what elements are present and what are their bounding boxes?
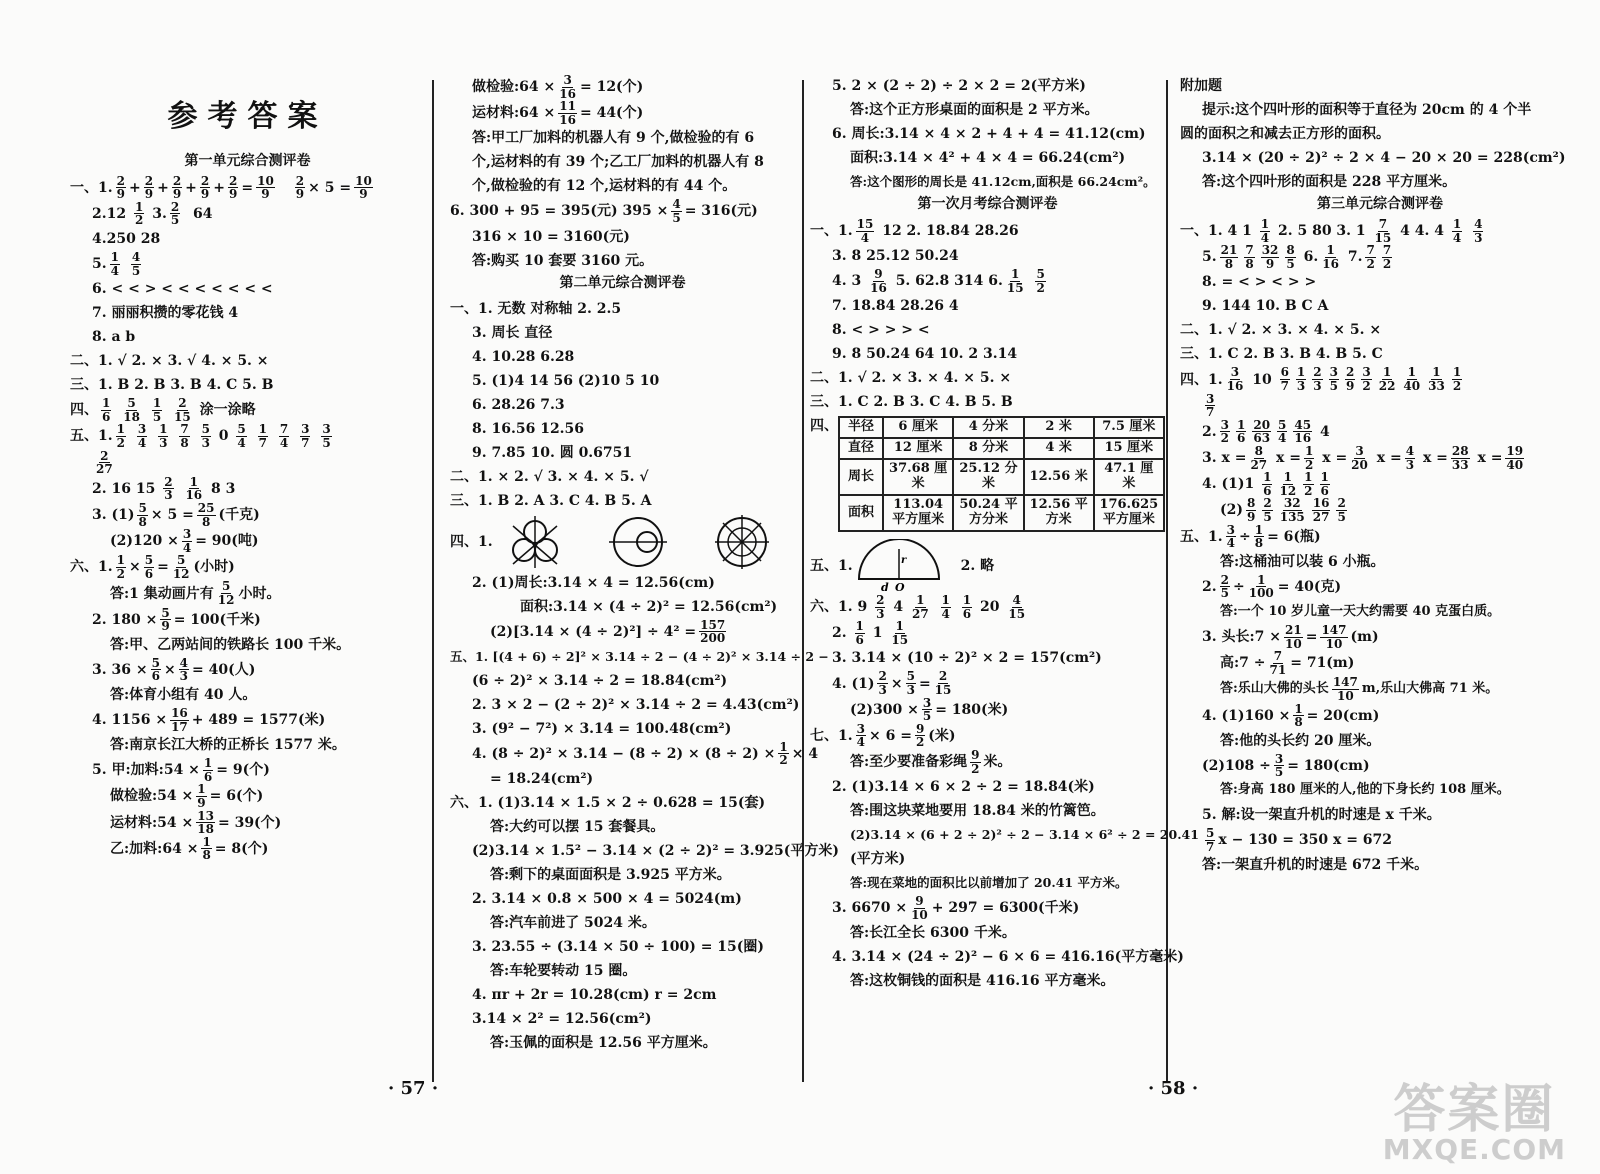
answer-line: 高:7 ÷ $\frac{7}{71}$ = 71(m) (1220, 649, 1355, 677)
answer-line: (2)108 ÷ $\frac{3}{5}$ = 180(cm) (1202, 751, 1370, 780)
answer-line: 圆的面积之和减去正方形的面积。 (1180, 125, 1390, 142)
answer-line: 2. (1)3.14 × 6 × 2 ÷ 2 = 18.84(米) (832, 779, 1095, 796)
semicircle-figure (853, 539, 945, 593)
table-row (839, 417, 1164, 438)
answer-line: 三、1. B 2. A 3. C 4. B 5. A (450, 492, 652, 509)
answer-line: 5. 2 × (2 ÷ 2) ÷ 2 × 2 = 2(平方米) (832, 77, 1086, 94)
answer-line: 5. $\frac{1}{4}$ $\frac{4}{5}$ (92, 249, 141, 278)
answer-label: 四、 (810, 418, 838, 435)
table-row (839, 438, 1164, 459)
answer-line: 3. 3.14 × (10 ÷ 2)² × 2 = 157(cm²) (832, 650, 1102, 667)
answer-line: 答:现在菜地的面积比以前增加了 20.41 平方米。 (850, 875, 1128, 891)
answer-line: 5. 甲:加料:54 × $\frac{1}{6}$ = 9(个) (92, 756, 270, 784)
answer-line: 8. a b (92, 329, 136, 346)
answer-line: 答:大约可以摆 15 套餐具。 (490, 818, 665, 835)
answer-line: 答:乐山大佛的头长 $\frac{147}{10}$ m,乐山大佛高 71 米。 (1220, 675, 1499, 703)
answer-line: 答:汽车前进了 5024 米。 (490, 914, 656, 931)
answer-line: 答:他的头长约 20 厘米。 (1220, 732, 1381, 749)
answer-line: 答:这桶油可以装 6 小瓶。 (1220, 553, 1385, 570)
answer-line: 面积:3.14 × (4 ÷ 2)² = 12.56(cm²) (520, 598, 778, 615)
answer-line: 答:围这块菜地要用 18.84 米的竹篱笆。 (850, 803, 1105, 820)
answer-line: 5. 解:设一架直升机的时速是 x 千米。 (1202, 806, 1441, 823)
answer-line: 运材料:64 × $\frac{11}{16}$ = 44(个) (472, 99, 644, 127)
answer-line: 3. x = $\frac{8}{27}$ x = $\frac{1}{2}$ x = $\frac{3}{20}$ x = $\frac{4}{3}$ x = $\frac{28}{33}$ x = $\frac{19}{40}$ (1202, 444, 1524, 472)
answer-line: 答:车轮要转动 15 圈。 (490, 962, 637, 979)
answer-line: 4. (1)160 × $\frac{1}{8}$ = 20(cm) (1202, 701, 1380, 730)
table-cell: 12.56 平方米 (1024, 495, 1094, 531)
answer-line: (平方米) (850, 851, 906, 868)
answer-line: 3. (9² − 7²) × 3.14 = 100.48(cm²) (472, 720, 732, 737)
answer-line: 2. 180 × $\frac{5}{9}$ = 100(千米) (92, 605, 261, 634)
answer-line: 面积:3.14 × 4² + 4 × 4 = 66.24(cm²) (850, 149, 1126, 166)
answer-line: $\frac{2}{27}$ (96, 448, 113, 477)
answer-line: 答:身高 180 厘米的人,他的下身长约 108 厘米。 (1220, 782, 1510, 798)
answer-line: 答:体育小组有 40 人。 (110, 686, 257, 703)
answer-line: 附加题 (1180, 77, 1222, 94)
table-row (839, 495, 1164, 531)
answer-line: 4. 10.28 6.28 (472, 348, 575, 365)
answer-line: 四、1. $\frac{3}{16}$ 10 $\frac{6}{7}$ $\frac{1}{3}$ $\frac{2}{3}$ $\frac{3}{5}$ $\frac{2}{9}$ $\frac{3}{2}$ $\frac{1}{22}$ $\frac{1}{40}$ $\frac{1}{33}$ $\frac{1}{2}$ (1180, 365, 1462, 394)
circle-figure (607, 514, 669, 570)
table-cell: 25.12 分米 (953, 459, 1023, 495)
answer-line: 5. $\frac{21}{8}$ $\frac{7}{8}$ $\frac{32}{9}$ $\frac{8}{5}$ 6. $\frac{1}{16}$ 7. $\frac{7}{2}$ $\frac{7}{2}$ (1202, 243, 1392, 271)
answer-line: 答:长江全长 6300 千米。 (850, 925, 1016, 942)
answer-line: 3. (1) $\frac{5}{8}$ × 5 = $\frac{25}{8}$ (千克) (92, 500, 260, 529)
answer-line: (2)120 × $\frac{3}{4}$ = 90(吨) (110, 527, 259, 555)
page-number-left: · 57 · (388, 1078, 439, 1099)
answer-line: 答:这个图形的周长是 41.12cm,面积是 66.24cm²。 (850, 173, 1156, 189)
diameter-label: d (880, 581, 889, 594)
watermark-text: 答案圈 (1393, 1080, 1556, 1140)
answer-line: 4. 3.14 × (24 ÷ 2)² − 6 × 6 = 416.16(平方毫米) (832, 949, 1184, 966)
table-cell: 半径 (839, 417, 883, 438)
answer-line: 8. = < > < > > (1202, 274, 1317, 291)
answer-line: 9. 7.85 10. 圆 0.6751 (472, 444, 633, 461)
answer-line: 答:南京长江大桥的正桥长 1577 米。 (110, 737, 346, 754)
table-cell: 8 分米 (953, 438, 1023, 459)
table-cell: 15 厘米 (1094, 438, 1164, 459)
table-cell: 面积 (839, 495, 883, 531)
column-3 (810, 74, 1199, 993)
answer-line: 3. 36 × $\frac{5}{6}$ × $\frac{4}{3}$ = 40(人) (92, 655, 256, 684)
answer-line: 三、1. C 2. B 3. C 4. B 5. B (810, 394, 1013, 411)
answer-line: 二、1. √ 2. × 3. × 4. × 5. × (810, 370, 1012, 387)
page-number-right: · 58 · (1148, 1078, 1199, 1099)
answer-line: 五、1. r d O 2. 略 (810, 538, 1165, 594)
answer-line: 2.12 $\frac{1}{2}$ 3. $\frac{2}{5}$ 64 (92, 199, 213, 228)
answer-line: 答:这个四叶形的面积是 228 平方厘米。 (1202, 173, 1457, 190)
answer-line: $\frac{5}{7}$ x − 130 = 350 x = 672 (1206, 825, 1393, 854)
circle-table-block (810, 414, 1165, 538)
answer-line: 3. 8 25.12 50.24 (832, 248, 959, 265)
answer-line: 7. 丽丽积攒的零花钱 4 (92, 305, 239, 322)
answer-line: = 18.24(cm²) (490, 770, 594, 787)
answer-line: 五、1. $\frac{3}{4}$ ÷ $\frac{1}{8}$ = 6(瓶) (1180, 522, 1321, 551)
table-cell: 12 厘米 (883, 438, 953, 459)
answer-line: (6 ÷ 2)² × 3.14 ÷ 2 = 18.84(cm²) (472, 672, 728, 689)
answer-line: 8. 16.56 12.56 (472, 420, 585, 437)
answer-line: 五、1. $\frac{1}{2}$ $\frac{3}{4}$ $\frac{1}{3}$ $\frac{7}{8}$ $\frac{5}{3}$ 0 $\frac{5}{4}$ $\frac{1}{7}$ $\frac{7}{4}$ $\frac{3}{7}$ $\frac{3}{5}$ (70, 422, 331, 450)
answer-line: (2) $\frac{8}{9}$ $\frac{2}{5}$ $\frac{32}{135}$ $\frac{16}{27}$ $\frac{2}{5}$ (1220, 496, 1346, 524)
table-cell: 4 米 (1024, 438, 1094, 459)
answer-line: 二、1. √ 2. × 3. √ 4. × 5. × (70, 353, 269, 370)
table-cell: 6 厘米 (883, 417, 953, 438)
radius-label: r (900, 555, 906, 567)
answer-line: 2. 3.14 × 0.8 × 500 × 4 = 5024(m) (472, 890, 742, 907)
column-divider (432, 80, 434, 1082)
answer-line: 答:这枚铜钱的面积是 416.16 平方毫米。 (850, 973, 1115, 990)
answer-line: 2. $\frac{3}{2}$ $\frac{1}{6}$ $\frac{20}{63}$ $\frac{5}{4}$ $\frac{45}{16}$ 4 (1202, 417, 1330, 446)
answer-line: 2. 3 × 2 − (2 ÷ 2)² × 3.14 ÷ 2 = 4.43(cm²) (472, 696, 800, 713)
answer-line: 提示:这个四叶形的面积等于直径为 20cm 的 4 个半 (1202, 101, 1532, 118)
answer-line: 4. (1)1 $\frac{1}{6}$ $\frac{1}{12}$ $\frac{1}{2}$ $\frac{1}{6}$ (1202, 470, 1329, 498)
answer-line: 2. $\frac{1}{6}$ 1 $\frac{1}{15}$ (832, 619, 909, 647)
answer-line: 二、1. × 2. √ 3. × 4. × 5. √ (450, 468, 649, 485)
table-cell: 周长 (839, 459, 883, 495)
answer-line: 3. 6670 × $\frac{9}{10}$ + 297 = 6300(千米) (832, 894, 1080, 922)
answer-line: 4. πr + 2r = 10.28(cm) r = 2cm (472, 986, 717, 1003)
table-cell: 176.625 平方厘米 (1094, 495, 1164, 531)
answer-line: 316 × 10 = 3160(元) (472, 228, 630, 245)
section-title: 第一次月考综合测评卷 (917, 196, 1058, 212)
table-cell: 113.04 平方厘米 (883, 495, 953, 531)
section-title: 第二单元综合测评卷 (559, 274, 686, 291)
answer-line: 2. $\frac{2}{5}$ ÷ $\frac{1}{100}$ = 40(克) (1202, 572, 1342, 601)
answer-line: 答:甲、乙两站间的铁路长 100 千米。 (110, 636, 351, 653)
column-1 (70, 74, 425, 862)
answer-line: 三、1. B 2. B 3. B 4. C 5. B (70, 377, 274, 394)
answer-line: 一、1. 无数 对称轴 2. 2.5 (450, 300, 622, 317)
answer-line: 9. 144 10. B C A (1202, 298, 1329, 315)
answer-line: 七、1. $\frac{3}{4}$ × 6 = $\frac{9}{2}$ (米) (810, 721, 956, 750)
answer-line: 答:购买 10 套要 3160 元。 (472, 252, 654, 269)
section-title: 第三单元综合测评卷 (1317, 196, 1443, 212)
answer-line: 6. 周长:3.14 × 4 × 2 + 4 + 4 = 41.12(cm) (832, 125, 1146, 142)
answer-line: 2. 16 15 $\frac{2}{3}$ $\frac{1}{16}$ 8 3 (92, 474, 236, 503)
answer-line: 4.250 28 (92, 230, 161, 247)
column-2 (450, 73, 840, 1055)
answer-line: 4. 1156 × $\frac{16}{17}$ + 489 = 1577(米) (92, 706, 326, 734)
answer-line: 答:一个 10 岁儿童一天大约需要 40 克蛋白质。 (1220, 603, 1501, 619)
table-cell: 4 分米 (953, 417, 1023, 438)
answer-line: $\frac{3}{7}$ (1206, 391, 1215, 420)
answer-line: 答:剩下的桌面面积是 3.925 平方米。 (490, 866, 731, 883)
answer-line: 3. 23.55 ÷ (3.14 × 50 ÷ 100) = 15(圈) (472, 938, 765, 955)
answer-line: 答:1 集动画片有 $\frac{5}{12}$ 小时。 (110, 579, 281, 608)
column-divider (802, 80, 804, 1082)
answer-line: 五、1. [(4 + 6) ÷ 2]² × 3.14 ÷ 2 − (4 ÷ 2)² × 3.14 ÷ 2 − (450, 648, 829, 664)
answer-line: 3. 头长:7 × $\frac{21}{10}$ = $\frac{147}{10}$ (m) (1202, 622, 1379, 651)
answer-line: 个,运材料的有 39 个;乙工厂加料的机器人有 8 (472, 154, 764, 171)
answer-line: 4. (8 ÷ 2)² × 3.14 − (8 ÷ 2) × (8 ÷ 2) × $\frac{1}{2}$ × 4 (472, 739, 819, 768)
watermark-url: MXQE.COM (1382, 1133, 1566, 1166)
column-4 (1180, 74, 1580, 877)
center-label: O (894, 581, 905, 594)
answer-line: 六、1. (1)3.14 × 1.5 × 2 ÷ 0.628 = 15(套) (450, 794, 766, 811)
table-cell: 12.56 米 (1024, 459, 1094, 495)
circle-table (838, 416, 1165, 532)
column-divider (1166, 80, 1168, 1082)
answer-line: 四、 $\frac{1}{6}$ $\frac{5}{18}$ $\frac{1}{5}$ $\frac{2}{15}$ 涂一涂略 (70, 396, 256, 424)
answer-line: 答:至少要准备彩绳 $\frac{9}{2}$ 米。 (850, 748, 1012, 776)
answer-line: 6. 28.26 7.3 (472, 396, 565, 413)
answer-line: 一、1. $\frac{15}{4}$ 12 2. 18.84 28.26 (810, 217, 1019, 245)
watermark-logo (1382, 1080, 1566, 1166)
answer-line: (2)3.14 × (6 + 2 ÷ 2)² ÷ 2 − 3.14 × 6² ÷ 2 = 20.41 (850, 827, 1199, 843)
table-cell: 50.24 平方分米 (953, 495, 1023, 531)
answer-line: 答:玉佩的面积是 12.56 平方厘米。 (490, 1034, 717, 1051)
section-title: 第一单元综合测评卷 (184, 152, 311, 169)
answer-line: 一、1. 4 1 $\frac{1}{4}$ 2. 5 80 3. 1 $\frac{7}{15}$ 4 4. 4 $\frac{1}{4}$ $\frac{4}{3}$ (1180, 217, 1483, 245)
answer-line: (2)[3.14 × (4 ÷ 2)²] ÷ 4² = $\frac{157}{200}$ (490, 617, 726, 646)
answer-line: 个,做检验的有 12 个,运材料的有 44 个。 (472, 178, 737, 195)
page-title: 参考答案 (167, 99, 328, 134)
table-row (839, 459, 1164, 495)
answer-line: 三、1. C 2. B 3. B 4. B 5. C (1180, 346, 1383, 363)
answer-line: 答:一架直升机的时速是 672 千米。 (1202, 857, 1429, 874)
answer-line: 7. 18.84 28.26 4 (832, 298, 959, 315)
trefoil-figure (507, 514, 563, 570)
answer-line: 4. (1) $\frac{2}{3}$ × $\frac{5}{3}$ = $\frac{2}{15}$ (832, 669, 952, 698)
answer-line: 二、1. √ 2. × 3. × 4. × 5. × (1180, 322, 1382, 339)
table-cell: 37.68 厘米 (883, 459, 953, 495)
answer-line: 9. 8 50.24 64 10. 2 3.14 (832, 346, 1018, 363)
wheel-figure (713, 513, 771, 571)
answer-line: 一、1. $\frac{2}{9}$ + $\frac{2}{9}$ + $\frac{2}{9}$ + $\frac{2}{9}$ + $\frac{2}{9}$ = $\frac{10}{9}$ $\frac{2}{9}$ × 5 = $\frac{10}{9}$ (70, 173, 372, 202)
answer-line: 做检验:54 × $\frac{1}{9}$ = 6(个) (110, 782, 264, 810)
table-cell: 2 米 (1024, 417, 1094, 438)
answer-line: 四、1. (450, 513, 795, 571)
answer-line: 3.14 × 2² = 12.56(cm²) (472, 1010, 652, 1027)
answer-line: 2. (1)周长:3.14 × 4 = 12.56(cm) (472, 574, 715, 591)
table-cell: 直径 (839, 438, 883, 459)
answer-line: 8. < > > > < (832, 322, 930, 339)
answer-line: 乙:加料:64 × $\frac{1}{8}$ = 8(个) (110, 834, 269, 863)
answer-line: 做检验:64 × $\frac{3}{16}$ = 12(个) (472, 73, 644, 101)
answer-line: 答:甲工厂加料的机器人有 9 个,做检验的有 6 (472, 130, 755, 147)
table-cell: 47.1 厘米 (1094, 459, 1164, 495)
answer-line: 答:这个正方形桌面的面积是 2 平方米。 (850, 101, 1099, 118)
answer-line: 6. 300 + 95 = 395(元) 395 × $\frac{4}{5}$ = 316(元) (450, 197, 758, 225)
answer-line: 4. 3 $\frac{9}{16}$ 5. 62.8 314 6. $\frac{1}{15}$ $\frac{5}{2}$ (832, 267, 1045, 295)
answer-line: 3. 周长 直径 (472, 324, 553, 341)
answer-line: 六、1. $\frac{1}{2}$ × $\frac{5}{6}$ = $\frac{5}{12}$ (小时) (70, 553, 235, 581)
answer-line: 运材料:54 × $\frac{13}{18}$ = 39(个) (110, 808, 282, 837)
answer-line: 6. < < > < < < < < < < (92, 281, 273, 298)
answer-line: 六、1. 9 $\frac{2}{3}$ 4 $\frac{1}{27}$ $\frac{1}{4}$ $\frac{1}{6}$ 20 $\frac{4}{15}$ (810, 593, 1026, 621)
answer-line: (2)3.14 × 1.5² − 3.14 × (2 ÷ 2)² = 3.925(平方米) (472, 842, 840, 859)
symmetry-figures (507, 513, 771, 571)
answer-line: 5. (1)4 14 56 (2)10 5 10 (472, 372, 660, 389)
table-cell: 7.5 厘米 (1094, 417, 1164, 438)
answer-line: 3.14 × (20 ÷ 2)² ÷ 2 × 4 − 20 × 20 = 228(cm²) (1202, 149, 1566, 166)
answer-line: (2)300 × $\frac{3}{5}$ = 180(米) (850, 695, 1009, 724)
